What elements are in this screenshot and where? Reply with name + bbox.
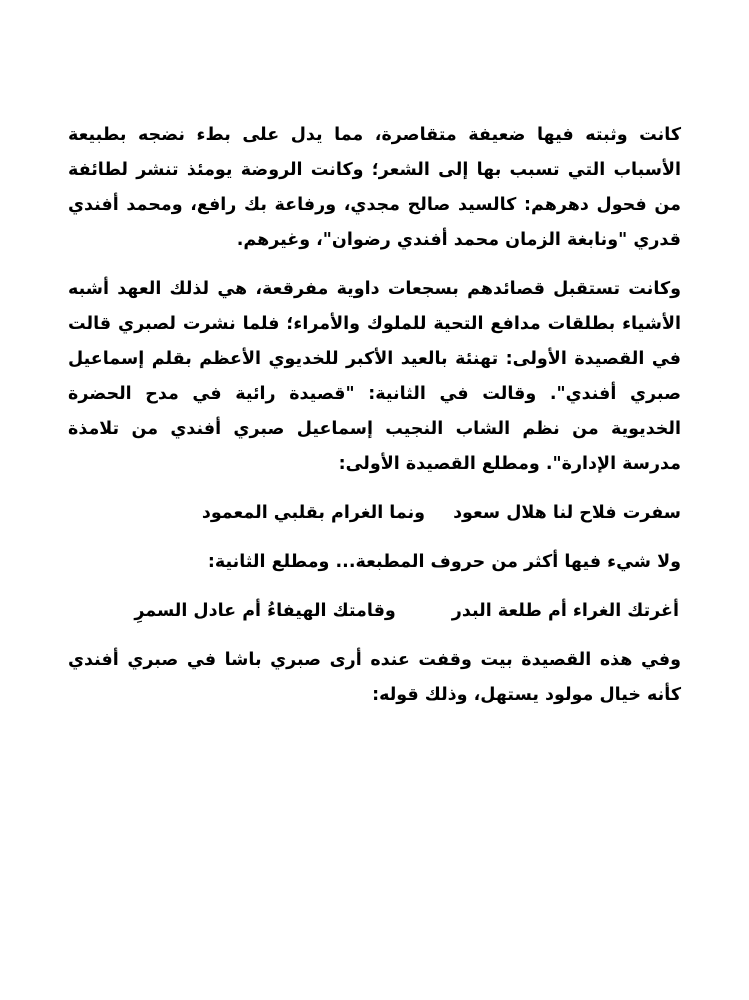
closing-paragraph: وفي هذه القصيدة بيت وقفت عنده أرى صبري باشا في صبري أفندي كأنه خيال مولود يستهل، وذلك قوله: [68, 650, 681, 705]
verse-1 [68, 496, 681, 531]
paragraph-2: وكانت تستقبل قصائدهم بسجعات داوية مفرقعة، هي لذلك العهد أشبه الأشياء بطلقات مدافع التحية للملوك والأمراء؛ فلما نشرت لصبري قالت في القصيدة الأولى: تهنئة بالعيد الأكبر للخديوي الأعظم بقلم إسماعيل صبري أفندي". وقالت في الثانية: "قصيدة رائية في مدح الحضرة الخديوية من نظم الشاب النجيب إسماعيل صبري أفندي من تلامذة مدرسة الإدارة". ومطلع القصيدة الأولى: [68, 279, 681, 474]
verse-2-first-hemistich: أغرتك الغراء أم طلعة البدر [451, 601, 679, 621]
verse-1-second-hemistich: ونما الغرام بقلبي المعمود [201, 503, 426, 523]
verse-1-first-hemistich: سفرت فلاح لنا هلال سعود [453, 503, 681, 523]
verse-2 [68, 594, 681, 629]
verse-2-second-hemistich: وقامتك الهيفاءُ أم عادل السمرِ [134, 601, 396, 621]
document-page [68, 118, 681, 727]
middle-line: ولا شيء فيها أكثر من حروف المطبعة... ومطلع الثانية: [207, 552, 681, 572]
paragraph-1: كانت وثبته فيها ضعيفة متقاصرة، مما يدل على بطء نضجه بطبيعة الأسباب التي تسبب بها إلى الشعر؛ وكانت الروضة يومئذ تنشر لطائفة من فحول دهرهم: كالسيد صالح مجدي، ورفاعة بك رافع، ومحمد أفندي قدري "ونابغة الزمان محمد أفندي رضوان"، وغيرهم. [68, 125, 681, 250]
